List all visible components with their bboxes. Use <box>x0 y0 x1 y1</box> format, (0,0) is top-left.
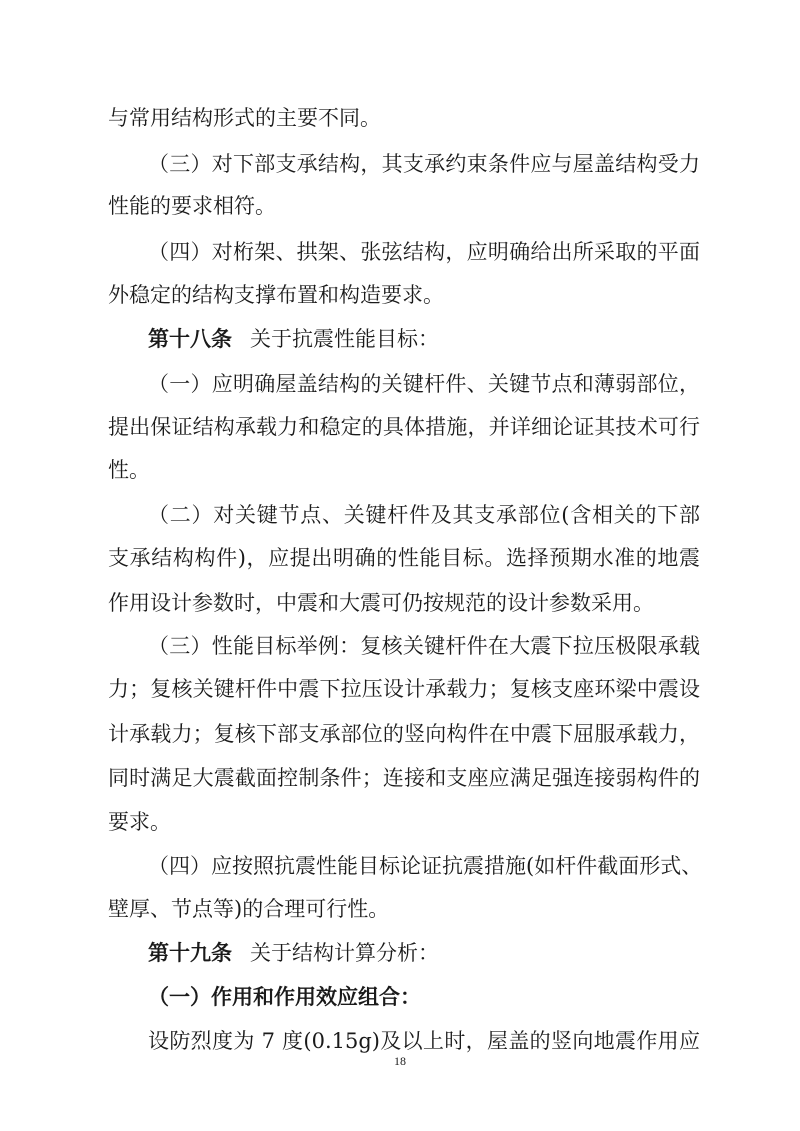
text-line: （三）对下部支承结构，其支承约束条件应与屋盖结构受力 <box>148 152 700 176</box>
text-line: 提出保证结构承载力和稳定的具体措施，并详细论证其技术可行 <box>108 415 700 439</box>
text-line: （四）应按照抗震性能目标论证抗震措施(如杆件截面形式、 <box>148 854 703 878</box>
page-number: 18 <box>394 1054 406 1068</box>
article-title: 关于结构计算分析： <box>250 941 439 965</box>
text-line: （一）应明确屋盖结构的关键杆件、关键节点和薄弱部位， <box>148 372 700 396</box>
text-line: 计承载力；复核下部支承部位的竖向构件在中震下屈服承载力， <box>108 722 700 746</box>
text-line: 外稳定的结构支撑布置和构造要求。 <box>108 283 444 307</box>
text-line: 要求。 <box>108 810 171 834</box>
subheading: （一）作用和作用效应组合： <box>148 984 421 1009</box>
article-title: 关于抗震性能目标： <box>250 327 439 351</box>
text-line: （四）对桁架、拱架、张弦结构，应明确给出所采取的平面 <box>148 240 700 264</box>
text-line: 性能的要求相符。 <box>108 194 276 218</box>
text-line: 设防烈度为 7 度(0.15g)及以上时，屋盖的竖向地震作用应 <box>148 1029 700 1053</box>
text-line: 作用设计参数时，中震和大震可仍按规范的设计参数采用。 <box>108 591 654 615</box>
text-line: 支承结构构件)，应提出明确的性能目标。选择预期水准的地震 <box>108 546 700 570</box>
article-heading <box>148 939 700 967</box>
text-line: （三）性能目标举例：复核关键杆件在大震下拉压极限承载 <box>148 634 700 658</box>
text-line: 与常用结构形式的主要不同。 <box>108 106 381 130</box>
text-line: 壁厚、节点等)的合理可行性。 <box>108 897 390 921</box>
text-line: 力；复核关键杆件中震下拉压设计承载力；复核支座环梁中震设 <box>108 677 700 701</box>
article-number: 第十九条 <box>148 941 232 965</box>
text-line: 同时满足大震截面控制条件；连接和支座应满足强连接弱构件的 <box>108 766 700 790</box>
text-line: 性。 <box>108 458 150 482</box>
text-line: （二）对关键节点、关键杆件及其支承部位(含相关的下部 <box>148 503 700 527</box>
article-heading <box>148 325 700 353</box>
article-number: 第十八条 <box>148 327 232 351</box>
